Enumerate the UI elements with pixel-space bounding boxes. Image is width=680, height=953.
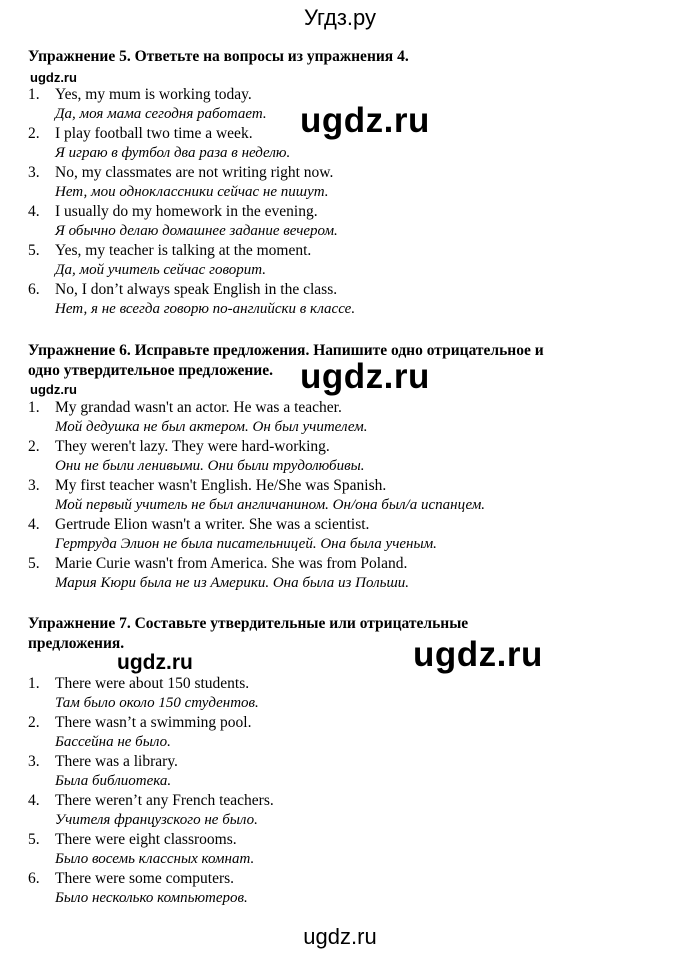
answer-russian: Нет, мои одноклассники сейчас не пишут. [55,183,329,200]
site-header[interactable]: Угдз.ру [303,5,377,30]
exercise-7-title-line1: Упражнение 7. Составьте утвердительные или отрицательные [28,615,469,632]
list-item [28,202,658,241]
answer-russian: Да, моя мама сегодня работает. [55,105,267,122]
exercise-6-title-line2: одно утвердительное предложение. [28,362,273,379]
item-number: 3. [28,477,40,494]
answer-english: My first teacher wasn't English. He/She was Spanish. [55,477,387,494]
watermark-small: ugdz.ru [30,382,77,397]
answer-english: There were some computers. [55,870,235,887]
list-item [28,791,658,830]
answer-russian: Было восемь классных комнат. [55,850,255,867]
exercise-5-title: Упражнение 5. Ответьте на вопросы из упражнения 4. [28,48,409,65]
item-number: 4. [28,516,40,533]
list-item [28,674,658,713]
answer-russian: Я играю в футбол два раза в неделю. [55,144,291,161]
exercise-6-title-line1: Упражнение 6. Исправьте предложения. Напишите одно отрицательное и [28,342,544,359]
item-number: 5. [28,242,40,259]
item-number: 1. [28,675,40,692]
answer-english: I play football two time a week. [55,125,253,142]
answer-russian: Мария Кюри была не из Америки. Она была из Польши. [55,574,410,591]
watermark-medium: ugdz.ru [117,651,193,674]
answer-russian: Я обычно делаю домашнее задание вечером. [55,222,338,239]
answer-russian: Они не были ленивыми. Они были трудолюбивы. [55,457,365,474]
exercise-7-list [28,674,658,908]
watermark-large: ugdz.ru [300,101,430,140]
item-number: 3. [28,753,40,770]
answer-russian: Нет, я не всегда говорю по-английски в классе. [55,300,356,317]
item-number: 4. [28,203,40,220]
list-item [28,830,658,869]
item-number: 2. [28,125,40,142]
answer-english: Gertrude Elion wasn't a writer. She was a scientist. [55,516,370,533]
list-item [28,869,658,908]
list-item [28,280,658,319]
answer-english: No, I don’t always speak English in the class. [55,281,338,298]
item-number: 1. [28,399,40,416]
answer-english: There were about 150 students. [55,675,250,692]
answer-russian: Было несколько компьютеров. [55,889,248,906]
item-number: 5. [28,831,40,848]
answer-english: Yes, my mum is working today. [55,86,252,103]
list-item [28,713,658,752]
footer-watermark[interactable]: ugdz.ru [303,924,377,949]
list-item [28,515,658,554]
answer-english: I usually do my homework in the evening. [55,203,318,220]
list-item [28,163,658,202]
watermark-small: ugdz.ru [30,70,77,85]
exercise-7-title-line2: предложения. [28,635,125,652]
watermark-large: ugdz.ru [300,357,430,396]
list-item [28,752,658,791]
item-number: 2. [28,714,40,731]
list-item [28,241,658,280]
answer-english: Marie Curie wasn't from America. She was from Poland. [55,555,408,572]
answer-english: There wasn’t a swimming pool. [55,714,252,731]
item-number: 5. [28,555,40,572]
answer-russian: Мой первый учитель не был англичанином. Он/она был/а испанцем. [55,496,486,513]
exercise-7-title [28,614,648,654]
answer-english: There was a library. [55,753,178,770]
answer-english: Yes, my teacher is talking at the moment. [55,242,312,259]
answer-russian: Бассейна не было. [55,733,171,750]
item-number: 4. [28,792,40,809]
list-item [28,398,658,437]
answer-english: There were eight classrooms. [55,831,237,848]
list-item [28,476,658,515]
answer-russian: Была библиотека. [55,772,172,789]
item-number: 6. [28,870,40,887]
answer-russian: Да, мой учитель сейчас говорит. [55,261,267,278]
list-item [28,437,658,476]
item-number: 2. [28,438,40,455]
answer-russian: Мой дедушка не был актером. Он был учителем. [55,418,368,435]
item-number: 3. [28,164,40,181]
item-number: 6. [28,281,40,298]
list-item [28,554,658,593]
item-number: 1. [28,86,40,103]
exercise-6-list [28,398,658,593]
watermark-large: ugdz.ru [413,635,543,674]
answer-english: There weren’t any French teachers. [55,792,274,809]
answer-russian: Гертруда Элион не была писательницей. Она была ученым. [55,535,437,552]
answer-english: No, my classmates are not writing right now. [55,164,334,181]
answer-english: My grandad wasn't an actor. He was a teacher. [55,399,342,416]
answer-russian: Там было около 150 студентов. [55,694,259,711]
answer-russian: Учителя французского не было. [55,811,258,828]
answer-english: They weren't lazy. They were hard-working. [55,438,330,455]
